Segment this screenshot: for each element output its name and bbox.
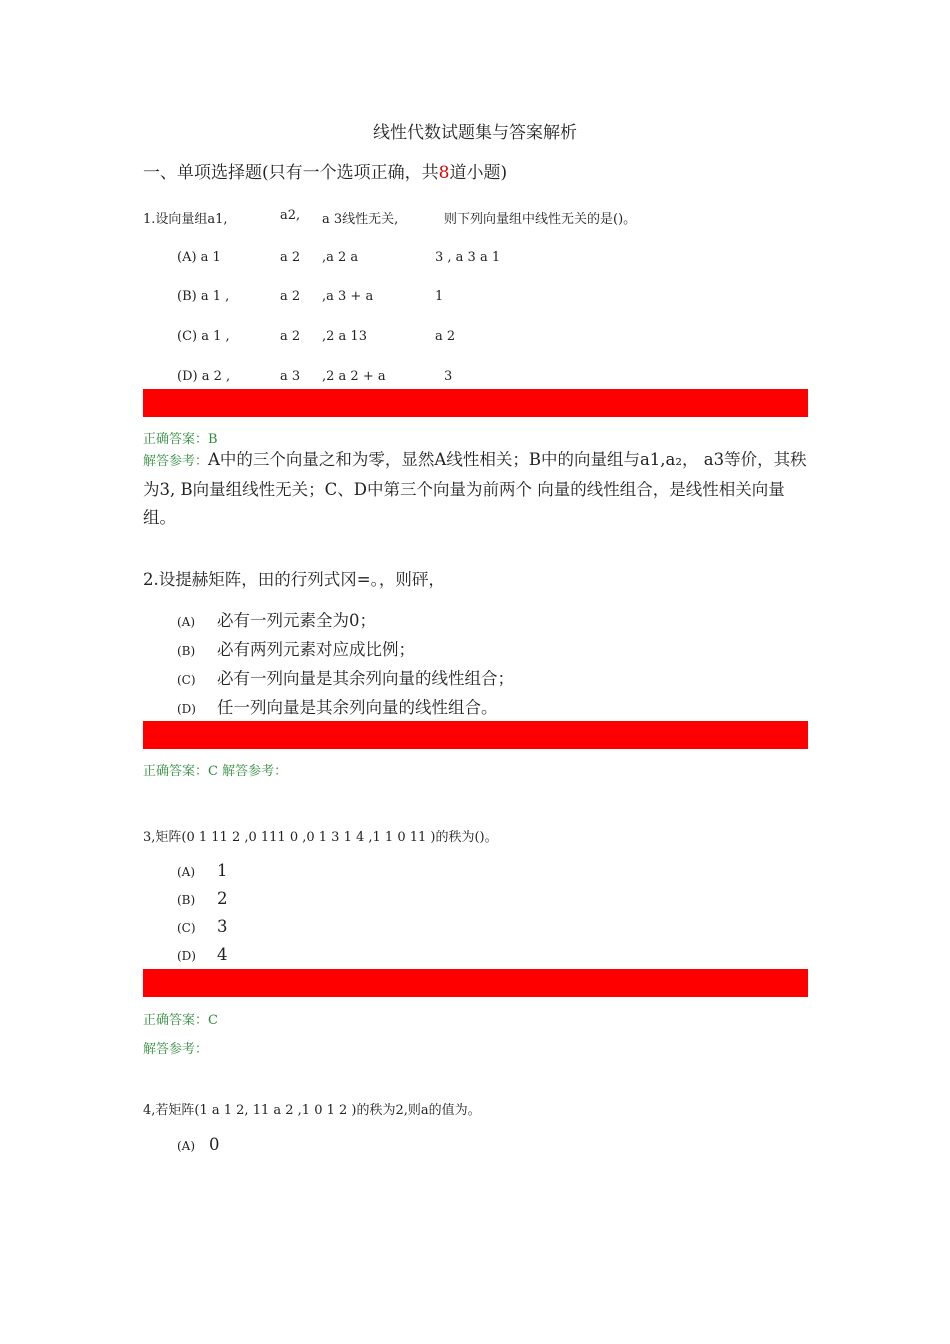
q1-stem-part-a: 1.设向量组a1, [143, 212, 228, 227]
q1-option-d-col2: a 3 [280, 369, 301, 384]
q2-correct-answer: 正确答案：C 解答参考： [143, 764, 288, 779]
q2-option-a-text: 必有一列元素全为0； [217, 611, 376, 630]
q3-option-d-tag: (D) [177, 949, 196, 963]
q1-option-d-col1: (D) a 2 , [177, 369, 231, 384]
q1-explanation-text: A中的三个向量之和为零，显然A线性相关；B中的向量组与a1,a₂， a3等价，其秩为3, B向量组线性无关；C、D中第三个向量为前两个 向量的线性组合，是线性相关向量组。 [143, 450, 807, 527]
q2-option-c [177, 665, 514, 689]
q2-option-c-text: 必有一列向量是其余列向量的线性组合； [217, 669, 514, 688]
q1-explanation [143, 446, 813, 532]
section-heading [143, 158, 507, 183]
q4-option-a [177, 1135, 220, 1154]
q2-option-b-text: 必有两列元素对应成比例； [217, 640, 415, 659]
q1-option-d-col3: ,2 a 2 + a [322, 369, 386, 384]
q2-option-d-text: 任一列向量是其余列向量的线性组合。 [217, 698, 498, 717]
q1-option-c-col2: a 2 [280, 329, 301, 344]
q3-option-b-tag: (B) [177, 893, 196, 907]
q3-option-c [177, 917, 228, 936]
q1-stem-part-d: 则下列向量组中线性无关的是()。 [444, 212, 637, 227]
q1-correct-answer: 正确答案：B [143, 432, 218, 447]
q2-stem: 2.设提赫矩阵，田的行列式冈=。，则砰， [143, 570, 445, 589]
q3-option-a-text: 1 [217, 861, 228, 880]
section-question-count: 8 [438, 163, 450, 183]
q1-option-d-col4: 3 [444, 369, 453, 384]
q1-explanation-label: 解答参考： [143, 454, 209, 469]
q2-option-b [177, 636, 415, 660]
q1-option-b-col2: a 2 [280, 289, 301, 304]
q3-stem: 3,矩阵(0 1 11 2 ,0 111 0 ,0 1 3 1 4 ,1 1 0 11 )的秩为()。 [143, 830, 498, 845]
q3-option-d-text: 4 [217, 945, 228, 964]
q1-option-b-col3: ,a 3 + a [322, 289, 374, 304]
q3-option-d [177, 945, 228, 964]
q1-option-b-col4: 1 [435, 289, 444, 304]
q1-highlight-bar [143, 389, 808, 417]
q1-option-a-col4: 3 , a 3 a 1 [435, 250, 501, 265]
document-title: 线性代数试题集与答案解析 [373, 123, 577, 143]
q3-correct-answer: 正确答案：C [143, 1013, 218, 1028]
q3-explanation-label: 解答参考： [143, 1042, 209, 1057]
q4-stem: 4,若矩阵(1 a 1 2, 11 a 2 ,1 0 1 2 )的秩为2,则a的值为。 [143, 1103, 481, 1118]
q3-option-c-tag: (C) [177, 921, 196, 935]
q3-option-b [177, 889, 228, 908]
q2-option-d-tag: (D) [177, 702, 196, 716]
q3-option-c-text: 3 [217, 917, 228, 936]
q2-option-a-tag: (A) [177, 615, 196, 629]
q3-option-a [177, 861, 228, 880]
q3-highlight-bar [143, 969, 808, 997]
q1-option-a-col3: ,a 2 a [322, 250, 359, 265]
q2-option-a [177, 607, 376, 631]
q4-option-a-text: 0 [209, 1135, 220, 1154]
q1-option-c-col4: a 2 [435, 329, 456, 344]
q1-option-b-col1: (B) a 1 , [177, 289, 230, 304]
q3-option-a-tag: (A) [177, 865, 196, 879]
q2-option-b-tag: (B) [177, 644, 196, 658]
section-prefix: 一、单项选择题(只有一个选项正确，共 [143, 163, 439, 183]
q1-option-c-col3: ,2 a 13 [322, 329, 367, 344]
q1-stem-part-b: a2, [280, 208, 301, 223]
section-suffix: 道小题) [449, 163, 508, 183]
q2-highlight-bar [143, 721, 808, 749]
q2-option-c-tag: (C) [177, 673, 196, 687]
q1-option-c-col1: (C) a 1 , [177, 329, 230, 344]
q1-stem-part-c: a 3线性无关, [322, 212, 399, 227]
q3-option-b-text: 2 [217, 889, 228, 908]
q1-option-a-col1: (A) a 1 [177, 250, 221, 265]
q1-option-a-col2: a 2 [280, 250, 301, 265]
q4-option-a-tag: (A) [177, 1139, 196, 1153]
q2-option-d [177, 694, 498, 718]
